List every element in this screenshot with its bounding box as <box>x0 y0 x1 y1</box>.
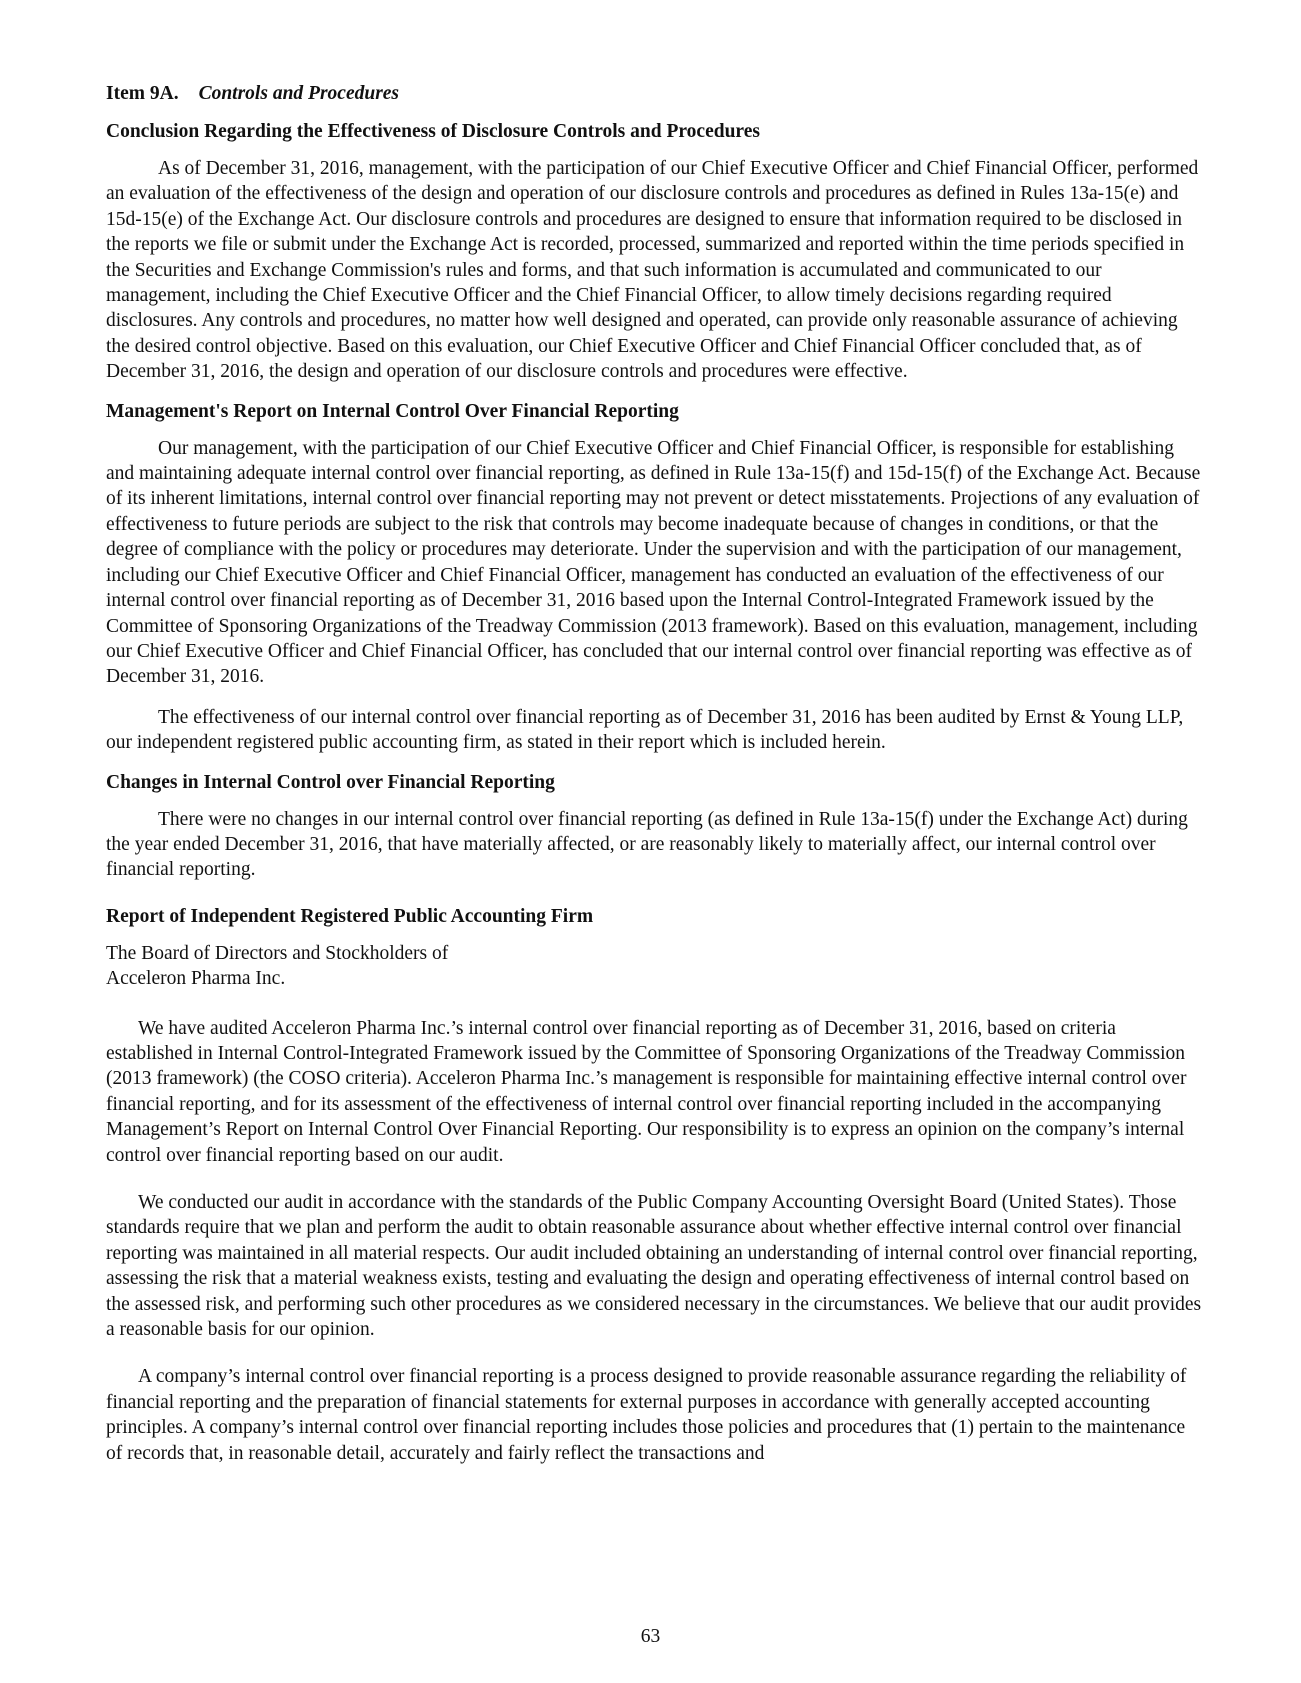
addressee-line-1: The Board of Directors and Stockholders of <box>106 942 449 964</box>
section-heading-auditor-report: Report of Independent Registered Public Accounting Firm <box>106 905 594 927</box>
paragraph-audit-scope: We have audited Acceleron Pharma Inc.’s internal control over financial reporting as of December 31, 2016, based on criteria established in Internal Control-Integrated Framework issued by the Committee of Sponsoring Organizations of the Treadway Commission (2013 framework) (the COSO criteria). Acceleron Pharma Inc.’s management is responsible for maintaining effective internal control over financial reporting, and for its assessment of the effectiveness of internal control over financial reporting included in the accompanying Management’s Report on Internal Control Over Financial Reporting. Our responsibility is to express an opinion on the company’s internal control over financial reporting based on our audit. <box>106 1017 1187 1166</box>
document-page <box>106 82 1204 1481</box>
section-heading-management-report: Management's Report on Internal Control Over Financial Reporting <box>106 400 679 422</box>
report-addressee <box>106 941 1204 992</box>
item-heading <box>106 82 1204 106</box>
item-number: Item 9A. <box>106 83 179 104</box>
paragraph-disclosure-controls: As of December 31, 2016, management, with the participation of our Chief Executive Officer and Chief Financial Officer, performed an evaluation of the effectiveness of the design and operation of our disclosure controls and procedures as defined in Rules 13a-15(e) and 15d-15(e) of the Exchange Act. Our disclosure controls and procedures are designed to ensure that information required to be disclosed in the reports we file or submit under the Exchange Act is recorded, processed, summarized and reported within the time periods specified in the Securities and Exchange Commission's rules and forms, and that such information is accumulated and communicated to our management, including the Chief Executive Officer and the Chief Financial Officer, to allow timely decisions regarding required disclosures. Any controls and procedures, no matter how well designed and operated, can provide only reasonable assurance of achieving the desired control objective. Based on this evaluation, our Chief Executive Officer and Chief Financial Officer concluded that, as of December 31, 2016, the design and operation of our disclosure controls and procedures were effective. <box>106 158 1199 383</box>
section-heading-disclosure-controls: Conclusion Regarding the Effectiveness of Disclosure Controls and Procedures <box>106 121 760 142</box>
item-title: Controls and Procedures <box>198 83 400 104</box>
paragraph-internal-control-definition: A company’s internal control over financial reporting is a process designed to provide reasonable assurance regarding the reliability of financial reporting and the preparation of financial statements for external purposes in accordance with generally accepted accounting principles. A company’s internal control over financial reporting includes those policies and procedures that (1) pertain to the maintenance of records that, in reasonable detail, accurately and fairly reflect the transactions and <box>106 1366 1187 1464</box>
addressee-line-2: Acceleron Pharma Inc. <box>106 968 286 990</box>
paragraph-audit-statement: The effectiveness of our internal control over financial reporting as of December 31, 2016 has been audited by Ernst & Young LLP, our independent registered public accounting firm, as stated in their report which is included herein. <box>106 706 1184 754</box>
section-heading-changes: Changes in Internal Control over Financial Reporting <box>106 771 555 793</box>
paragraph-audit-standards: We conducted our audit in accordance with the standards of the Public Company Accounting Oversight Board (United States). Those standards require that we plan and perform the audit to obtain reasonable assurance about whether effective internal control over financial reporting was maintained in all material respects. Our audit included obtaining an understanding of internal control over financial reporting, assessing the risk that a material weakness exists, testing and evaluating the design and operating effectiveness of internal control based on the assessed risk, and performing such other procedures as we considered necessary in the circumstances. We believe that our audit provides a reasonable basis for our opinion. <box>106 1192 1202 1341</box>
page-number: 63 <box>640 1626 661 1647</box>
paragraph-management-report: Our management, with the participation of our Chief Executive Officer and Chief Financial Officer, is responsible for establishing and maintaining adequate internal control over financial reporting, as defined in Rule 13a-15(f) and 15d-15(f) of the Exchange Act. Because of its inherent limitations, internal control over financial reporting may not prevent or detect misstatements. Projections of any evaluation of effectiveness to future periods are subject to the risk that controls may become inadequate because of changes in conditions, or that the degree of compliance with the policy or procedures may deteriorate. Under the supervision and with the participation of our management, including our Chief Executive Officer and Chief Financial Officer, management has conducted an evaluation of the effectiveness of our internal control over financial reporting as of December 31, 2016 based upon the Internal Control-Integrated Framework issued by the Committee of Sponsoring Organizations of the Treadway Commission (2013 framework). Based on this evaluation, management, including our Chief Executive Officer and Chief Financial Officer, has concluded that our internal control over financial reporting was effective as of December 31, 2016. <box>106 437 1201 688</box>
paragraph-changes: There were no changes in our internal control over financial reporting (as defined in Rule 13a-15(f) under the Exchange Act) during the year ended December 31, 2016, that have materially affected, or are reasonably likely to materially affect, our internal control over financial reporting. <box>106 808 1188 881</box>
